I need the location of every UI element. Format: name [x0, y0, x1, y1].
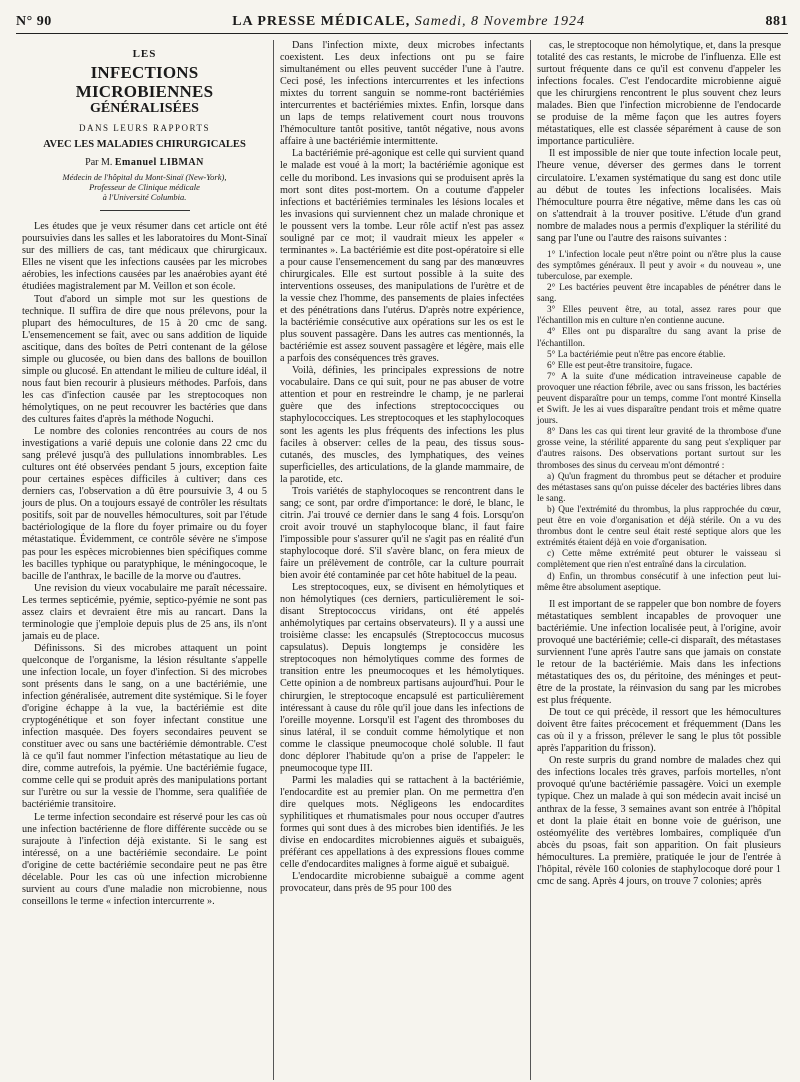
list-item: 1° L'infection locale peut n'être point ou n'être plus la cause des symptômes généraux. Il peut y avoir « du nouveau », une tuberculose, par exemple.	[537, 249, 781, 282]
paragraph: Voilà, définies, les principales expressions de notre vocabulaire. Dans ce qui suit, pour ne pas abuser de votre attention et pour en restreindre le champ, je ne parlerai guère que des infections streptococciques ou staphylococciques. Les streptocoques et les staphylocoques sont les agents les plus fréquents des infections les plus faciles à observer: celles de la peau, des tissus sous-cutanés, des muscles, des lymphatiques, des veines superficielles, des articulations, de la glande mammaire, de la parotide, etc.	[280, 365, 524, 485]
affiliation-line-3: à l'Université Columbia.	[102, 192, 187, 203]
paragraph: Il est important de se rappeler que bon nombre de foyers métastatiques semblent incapables de provoquer une bactériémie. Une infection localisée peut, à l'origine, avoir provoqué une bactériémie; celle-ci disparaît, des métastases surviennent l'une après l'autre sans que jamais on constate le retour de la bactériémie. Mais dans les infections métastatiques des os, du péritoine, des méninges et peut-être de la prostate, la réinvasion du sang par les microbes est plus fréquente.	[537, 598, 781, 707]
article-title-2: GÉNÉRALISÉES	[90, 101, 199, 117]
paragraph: Une revision du vieux vocabulaire me paraît nécessaire. Les termes septicémie, pyémie, septico-pyémie ne sont pas assez clairs et devraient être mis au rancart. Dans la terminologie que j'emploie depuis plus de 25 ans, ils n'ont jamais eu de place.	[22, 582, 267, 642]
paragraph: Trois variétés de staphylocoques se rencontrent dans le sang; ce sont, par ordre d'importance: le doré, le blanc, le citrin. J'ai trouvé ce dernier dans le sang 4 fois. Lorsqu'on croit avoir trouvé un staphylocoque blanc, il faut faire l'impossible pour s'assurer qu'il ne s'agit pas en réalité d'un staphylocoque doré. S'il s'avère blanc, on fera mieux de faire un prélèvement de contrôle, car la culture pourrait bien avoir été contaminée par cet hôte habituel de la peau.	[280, 485, 524, 582]
causes-list	[537, 250, 781, 594]
article-subtitle-1: DANS LEURS RAPPORTS	[79, 123, 210, 134]
affiliation-line-2: Professeur de Clinique médicale	[89, 182, 200, 193]
journal-masthead	[232, 14, 585, 30]
column-2-text	[280, 40, 524, 895]
page-header	[16, 14, 788, 34]
article-title: INFECTIONS MICROBIENNES	[75, 63, 214, 102]
list-item: c) Cette même extrémité peut obturer le vaisseau si complètement que rien n'est entraîné dans la circulation.	[537, 549, 781, 571]
author-prefix: Par M.	[85, 157, 113, 169]
journal-title: LA PRESSE MÉDICALE,	[232, 14, 411, 29]
paragraph: Il est impossible de nier que toute infection locale peut, l'heure venue, déverser des germes dans le torrent circulatoire. L'examen systématique du sang est donc utile au début de toutes les infections localisées. Mais l'hémoculture pourra être négative, même dans les cas où on s'attendrait à la trouver positive. L'étude d'un grand nombre de malades nous a permis d'expliquer la stérilité du sang par l'une ou l'autre des raisons suivantes :	[537, 148, 781, 244]
list-item: 5° La bactériémie peut n'être pas encore établie.	[547, 349, 726, 360]
author-name: Emanuel LIBMAN	[114, 157, 204, 169]
paragraph: L'endocardite microbienne subaiguë a comme agent provocateur, dans près de 95 pour 100 des	[280, 871, 524, 895]
issue-date: Samedi, 8 Novembre 1924	[414, 14, 586, 29]
paragraph: Dans l'infection mixte, deux microbes infectants coexistent. Les deux infections ont pu se faire simultanément ou elles peuvent succéder l'une à l'autre. Ceci posé, les infections intercurrentes et les infections mixtes du torrent sanguin se nomme-ront bactériémies intercurrentes et bactériémies mixtes. Enfin, lorsque dans un laps de temps relativement court nous trouvons l'hémoculture tantôt positive, tantôt négative, nous avons affaire à une bactériémie intermittente.	[280, 40, 524, 148]
author-affiliation	[22, 172, 267, 202]
page-number: 881	[765, 14, 788, 29]
column-3-text-b	[537, 599, 781, 888]
affiliation-line-1: Médecin de l'hôpital du Mont-Sinaï (New-York),	[62, 172, 227, 183]
column-1-text	[22, 221, 267, 908]
article-subtitle-2: AVEC LES MALADIES CHIRURGICALES	[43, 139, 246, 151]
paragraph: Le nombre des colonies rencontrées au cours de nos investigations a varié depuis une colonie dans 22 cmc du sang prélevé jusqu'à des pullulations innombrables. Les cultures ont été observées pendant 5 jours, exception faite pour certaines espèces difficiles à cultiver; dans ces derniers cas, l'observation a dû être poursuivie 3, 4 ou 5 jours de plus. On a toujours essayé de contrôler les résultats positifs, soit par de nouvelles hémocultures, soit par l'étude bactériologique de la flore du foyer primaire ou du foyer métastatique. Évidemment, ce contrôle sévère ne s'impose pas pour les espèces microbiennes bien spécifiques comme les bacilles typhique ou paratyphique, le méningocoque, le bacille de l'anthrax, le bacille de la morve ou d'autres.	[22, 426, 267, 582]
list-item: 4° Elles ont pu disparaître du sang avant la prise de l'échantillon.	[537, 327, 781, 349]
paragraph: Le terme infection secondaire est réservé pour les cas où une infection bactérienne de flore différente succède ou se surajoute à l'infection déjà existante. Si le sang est intéressé, on a une bactériémie secondaire. Le point d'origine de cette bactériémie secondaire peut ne pas être décelable. Pour les cas où une infection microbienne survient au cours d'une maladie non microbienne, nous conseillons le terme « infection intercurrente ».	[22, 811, 267, 907]
list-item: 6° Elle est peut-être transitoire, fugace.	[547, 360, 693, 371]
list-item: 3° Elles peuvent être, au total, assez rares pour que l'échantillon mis en culture n'en contienne aucune.	[537, 305, 781, 327]
column-3	[530, 40, 787, 1080]
paragraph: cas, le streptocoque non hémolytique, et, dans la presque totalité des cas restants, le microbe de l'influenza. Elle est surtout fréquente dans ce qu'il est convenu d'appeler les infections focales. C'est l'endocardite microbienne aiguë que les chirurgiens rencontrent le plus souvent chez leurs malades. Bien que l'infection microbienne de l'endocarde se produise de la même façon que les autres foyers métastatiques, elle est classée séparément à cause de son importance particulière.	[537, 40, 781, 148]
paragraph: De tout ce qui précède, il ressort que les hémocultures doivent être faites précocement et fréquemment (Dans les cas où il y a frisson, prélever le sang le plus tôt possible après l'apparition du frisson).	[537, 707, 781, 755]
article-title-block	[22, 48, 267, 211]
list-item: a) Qu'un fragment du thrombus peut se détacher et produire des métastases sans qu'on puisse déceler des bactéries libres dans le sang.	[537, 471, 781, 504]
list-item: d) Enfin, un thrombus consécutif à une infection peut lui-même être absolument aseptique.	[537, 571, 781, 593]
author-line	[22, 157, 267, 169]
list-item: 7° A la suite d'une médication intraveineuse capable de provoquer une réaction fébrile, avec ou sans frisson, les bactéries peuvent disparaître pour un temps, comme l'ont montré Kinsella et Swift. Je les ai vues disparaître pendant trois et même quatre jours.	[537, 371, 781, 427]
paragraph: On reste surpris du grand nombre de malades chez qui des infections locales très graves, parfois mortelles, n'ont provoqué qu'une bactériémie passagère. Voici un exemple typique. Chez un malade à qui son médecin avait incisé un anthrax de la fesse, 3 semaines avant son entrée à l'hôpital et dont la plaie était en bonne voie de guérison, une ostéomyélite des vertèbres lombaires, compliquée d'un abcès du psoas, fait son apparition. On fait plusieurs hémocultures. La première, pratiquée le jour de l'entrée à l'hôpital, révèle 160 colonies de staphylocoque doré pour 1 cmc de sang. Après 4 jours, on trouve 7 colonies; après	[537, 755, 781, 887]
column-1	[16, 40, 273, 1080]
paragraph: Tout d'abord un simple mot sur les questions de technique. Il suffira de dire que nous prélevons, pour la plupart des hémocultures, de 15 à 20 cmc de sang. L'ensemencement se fait, avec ou sans addition de liquide ascitique, dans des boîtes de Petri contenant de la gélose simple ou glucosée, ou bien dans des ballons de bouillon simple ou glucosé. En attendant le milieu de culture idéal, il nous faut bien recourir à plusieurs méthodes. Parfois, dans les cas d'infection causée par les streptocoques non hémolytiques, on ne peut recouvrer les bactéries que dans des cultures faites d'après la méthode Noguchi.	[22, 293, 267, 425]
paragraph: Définissons. Si des microbes attaquent un point quelconque de l'organisme, la lésion résultante s'appelle une infection locale, un foyer d'infection. Si des microbes sont présents dans le sang, on a une bactériémie, une infection généralisée, autrement dite systémique. Si le foyer d'origine échappe à la vue, la bactériémie est dite cryptogénétique et son foyer infectant constitue une infection masquée. Des foyers secondaires peuvent se constituer avec ou sans une bactériémie démontrable. C'est là ce qu'il faut nommer l'infection métastatique au lieu de dire, comme autrefois, la pyémie. Une bactériémie fugace, comme celle qui se produit après des manipulations portant sur l'urètre ou sur la vessie de l'homme, sera qualifiée de bactériémie transitoire.	[22, 642, 267, 811]
title-les: LES	[132, 48, 157, 60]
article-columns	[16, 40, 788, 1080]
paragraph: Parmi les maladies qui se rattachent à la bactériémie, l'endocardite est au premier plan. On me permettra d'en dire quelques mots. Négligeons les endocardites syphilitiques et rhumatismales pour nous occuper d'autres formes qui sont dues à des microbes bien identifiés. Je les divise en endocardites microbiennes aiguës et subaiguës, préférant ces appellations à des expressions floues comme celle d'endocardites malignes à forme aiguë et subaiguë.	[280, 774, 524, 871]
paragraph: Les streptocoques, eux, se divisent en hémolytiques et non hémolytiques (ces derniers, particulièrement le soi-disant Streptococcus viridans, ont été appelés anhémolytiques par certains observateurs). Il y a aussi une troisième classe: les encapsulés (Streptococcus mucosus capsulatus). Depuis longtemps je considère les streptocoques non hémolytiques comme des formes de transition entre les pneumocoques et les hémolytiques. Cette opinion a de nombreux partisans aujourd'hui. Pour le chirurgien, le streptocoque encapsulé est particulièrement intéressant à cause du rôle qu'il joue dans les infections de l'oreille moyenne. Lorsqu'il est l'agent des thromboses du sinus latéral, il se conduit comme hémolytique et non comme le classique pneumocoque cholé soluble. Il faut donc déplorer l'habitude qu'on a prise de l'appeler: le pneumocoque type III.	[280, 582, 524, 774]
list-item: 8° Dans les cas qui tirent leur gravité de la thrombose d'une grosse veine, la stérilité apparente du sang peut s'expliquer par d'autres raisons. Des observations portant surtout sur les thromboses des sinus du cerveau m'ont démontré :	[537, 427, 781, 471]
paragraph: Les études que je veux résumer dans cet article ont été poursuivies dans les salles et les laboratoires du Mont-Sinaï sur des milliers de cas, tant médicaux que chirurgicaux. Elles ne visent que les infections causées par les microbes aérobies, les infections causées par les anaérobies ayant été étudiées magistralement par M. Veillon et son école.	[22, 221, 267, 293]
paragraph: La bactériémie pré-agonique est celle qui survient quand le malade est voué à la mort; la bactériémie agonique est celle du moribond. Les invasions qui se produisent après la mort sont dites post-mortem. On a coutume d'appeler infections et bactériémies terminales les lésions locales et les invasions qui surviennent chez un malade chronique et le poussent vers la tombe. Leur rôle actif n'est pas assez souligné par ce mot; il vaudrait mieux les appeler « terminantes ». La bactériémie est dite post-opératoire si elle a pour cause l'ensemencement du sang par des manœuvres chirurgicales. Elle est surtout possible à la suite des interventions osseuses, des manipulations de l'urètre et de la vessie chez l'homme, des pansements de plaies infectées et des pénétrations dans l'utérus. D'après notre expérience, la bactériémie consécutive aux opérations sur les os est le plus souvent passagère. Dans les autres cas mentionnés, la bactériémie est assez souvent passagère et légère, mais elle a parfois des conséquences très graves.	[280, 148, 524, 365]
list-item: b) Que l'extrémité du thrombus, la plus rapprochée du cœur, peut être en voie d'organisation et déjà stérile. On a vu des thrombus dont le centre seul était resté septique alors que les extrémités étaient déjà en voie d'organisation.	[537, 504, 781, 549]
column-2	[273, 40, 530, 1080]
title-divider	[100, 210, 190, 211]
issue-number: N° 90	[16, 14, 52, 29]
column-3-text-a	[537, 40, 781, 245]
list-item: 2° Les bactéries peuvent être incapables de pénétrer dans le sang.	[537, 283, 781, 305]
